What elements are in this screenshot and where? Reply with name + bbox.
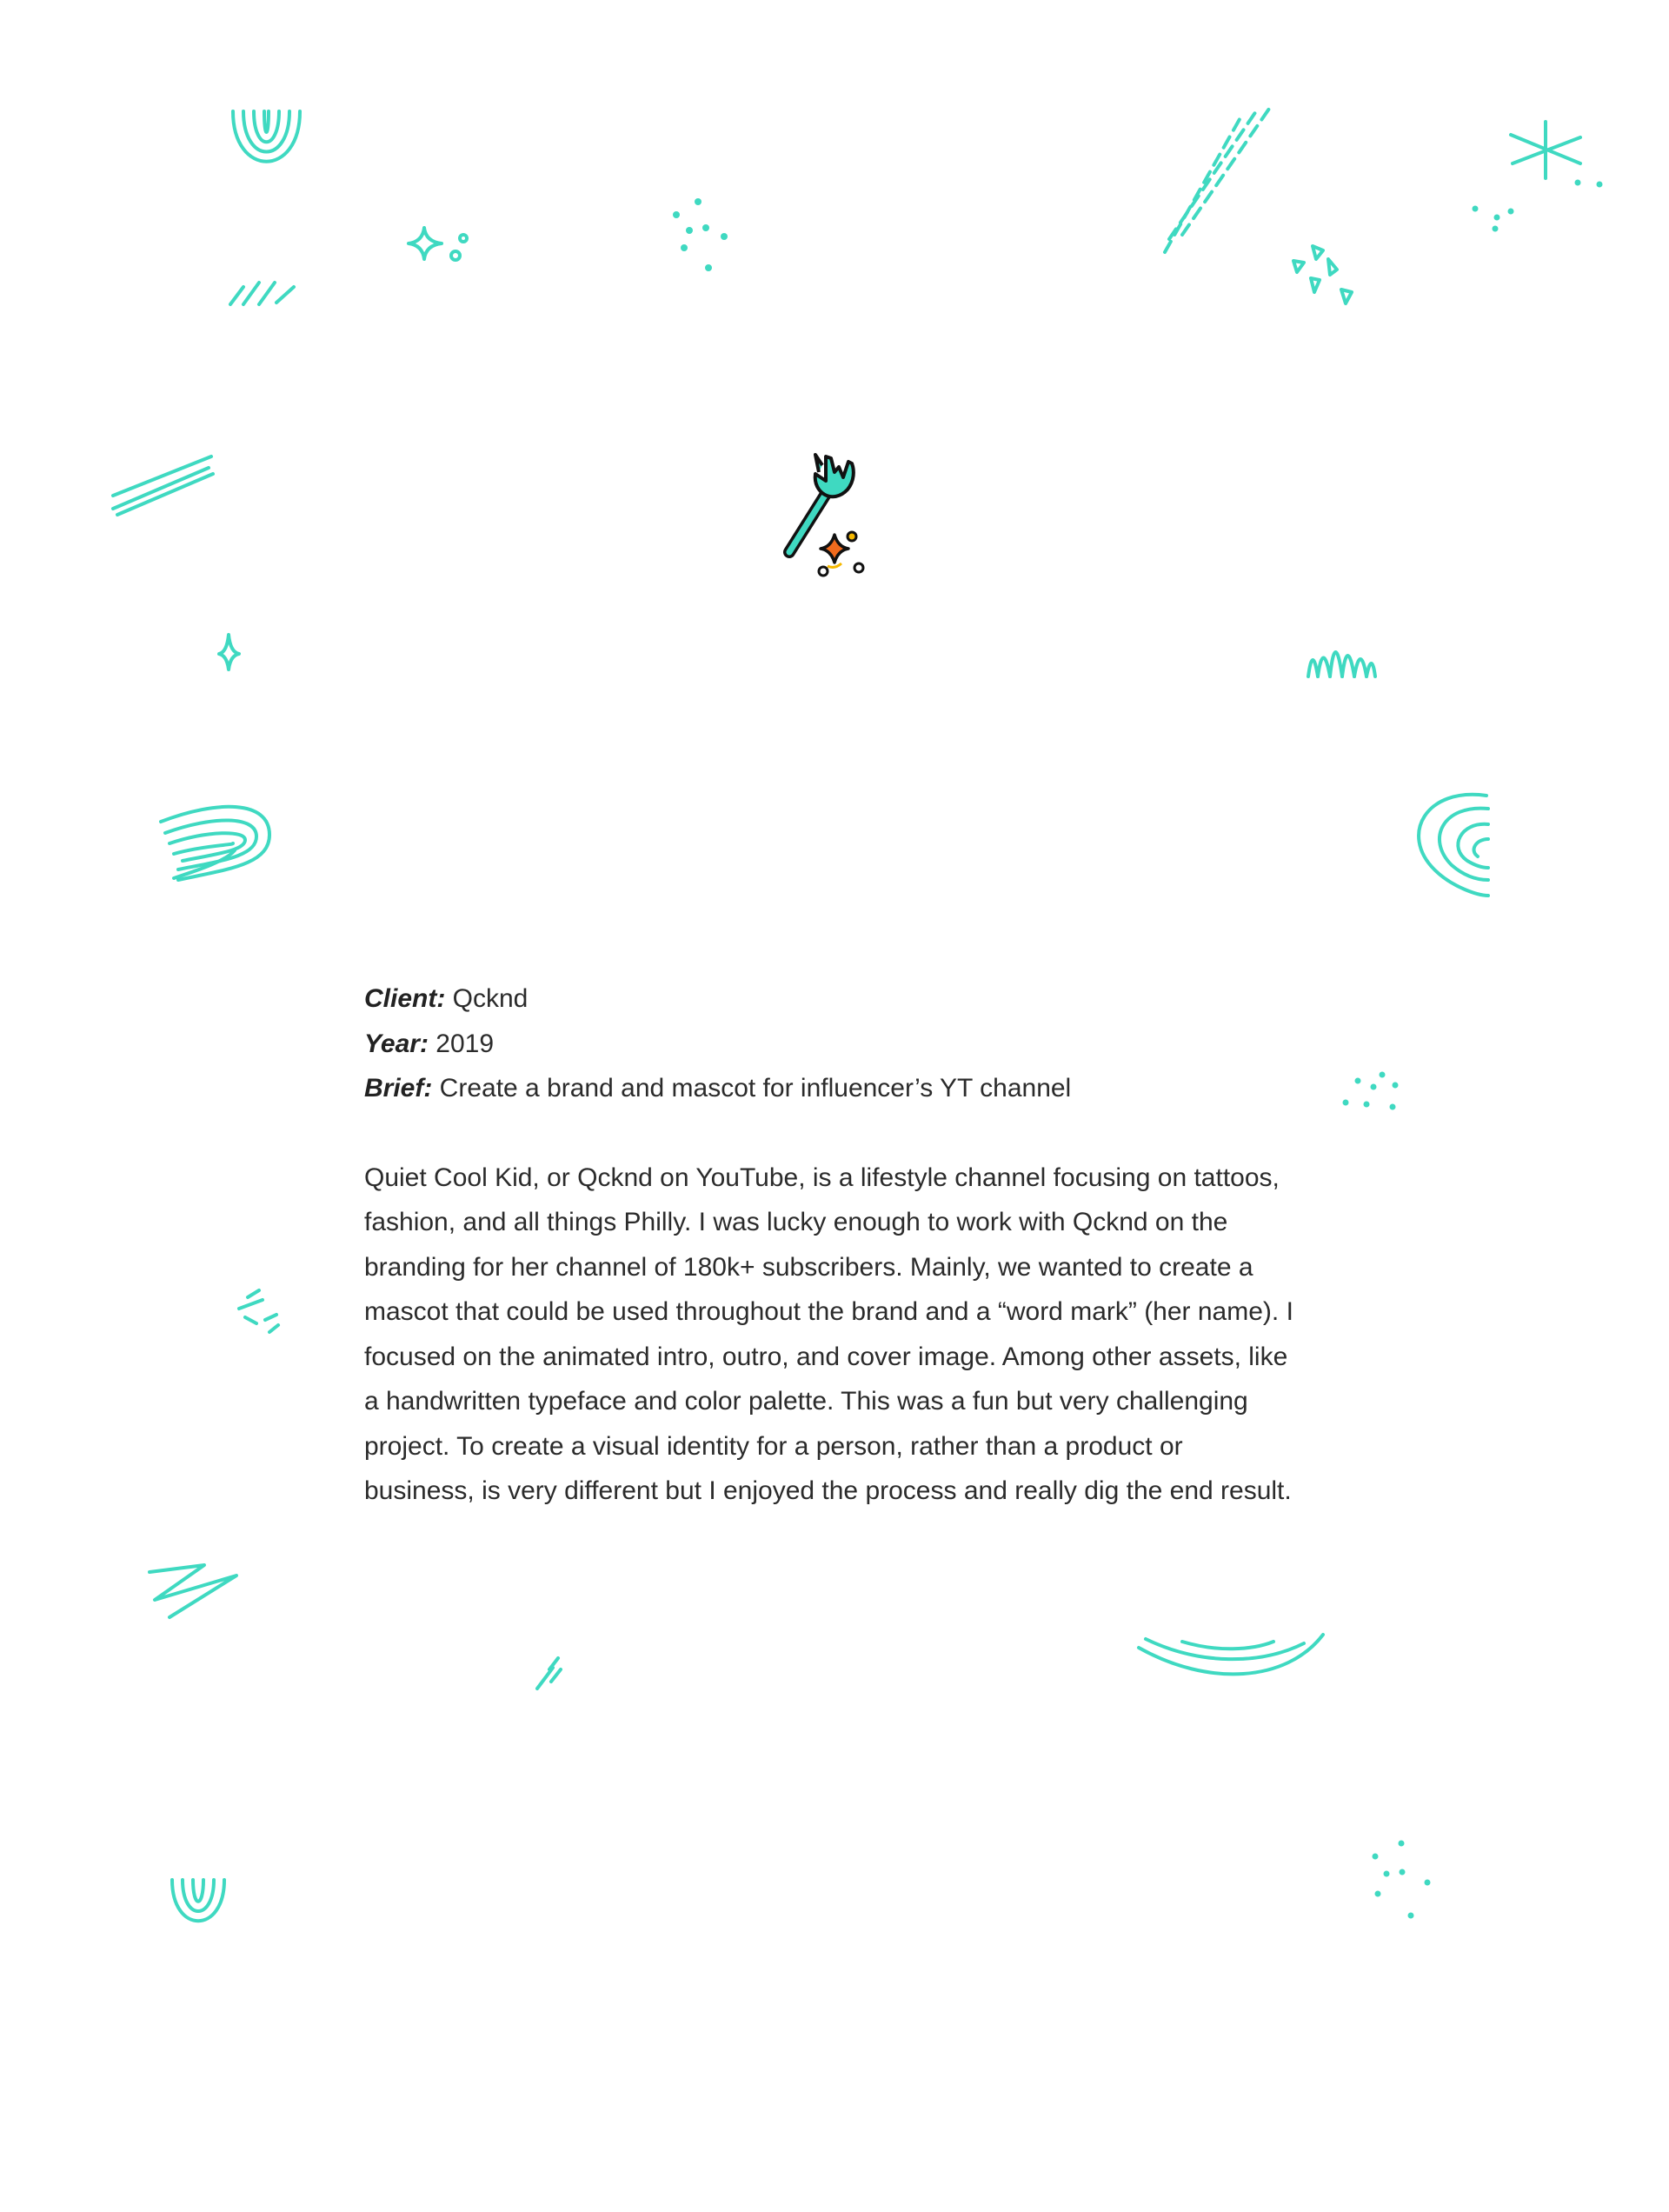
year-value: 2019 <box>428 1029 495 1058</box>
trident-mascot-icon <box>765 439 895 587</box>
slash-doodle-left-middle <box>239 1290 278 1332</box>
year-line <box>364 1022 1312 1067</box>
dashed-lines-doodle-top-right <box>1165 109 1269 252</box>
nested-u-doodle-bottom-left <box>172 1880 224 1921</box>
project-description-paragraph: Quiet Cool Kid, or Qcknd on YouTube, is a lifestyle channel focusing on tattoos, fashion, and all things Philly. I was lucky enough to work with Qcknd on the branding for her channel of 180k+ subscribers. Mainly, we wanted to create a mascot that could be used throughout the brand and a “word mark” (her name). I focused on the animated intro, outro, and cover image. Among other assets, like a handwritten typeface and color palette. This was a fun but very challenging project. To create a visual identity for a person, rather than a product or business, is very different but I enjoyed the process and really dig the end result. <box>364 1163 1293 1505</box>
nested-u-doodle-top-left <box>233 111 300 162</box>
diagonal-lines-doodle-left <box>113 456 213 515</box>
triangles-doodle-top-right <box>1293 246 1352 303</box>
slash-doodle-top-left <box>230 283 294 304</box>
project-description-block <box>364 976 1312 1514</box>
horseshoe-doodle-left <box>161 807 269 880</box>
brief-value: Create a brand and mascot for influencer’s YT channel <box>432 1074 1072 1103</box>
arcs-doodle-right <box>1419 795 1488 896</box>
brief-label: Brief: <box>364 1074 433 1103</box>
asterisk-doodle-top-right <box>1473 122 1603 232</box>
star-doodle-left <box>219 635 239 670</box>
client-line <box>364 976 1312 1022</box>
slash-doodle-center-lower <box>537 1658 561 1689</box>
curve-doodle-lower-right <box>1139 1635 1323 1674</box>
zigzag-doodle-left-lower <box>150 1565 236 1617</box>
sparkle-doodle-top <box>409 228 467 260</box>
dots-doodle-bottom-right <box>1373 1841 1431 1919</box>
dots-doodle-right <box>1343 1072 1399 1110</box>
client-label: Client: <box>364 984 446 1013</box>
year-label: Year: <box>364 1029 429 1058</box>
dots-doodle-top-center <box>673 198 728 271</box>
grass-doodle-right <box>1308 652 1375 676</box>
brief-line <box>364 1066 1312 1111</box>
client-value: Qcknd <box>445 984 529 1013</box>
